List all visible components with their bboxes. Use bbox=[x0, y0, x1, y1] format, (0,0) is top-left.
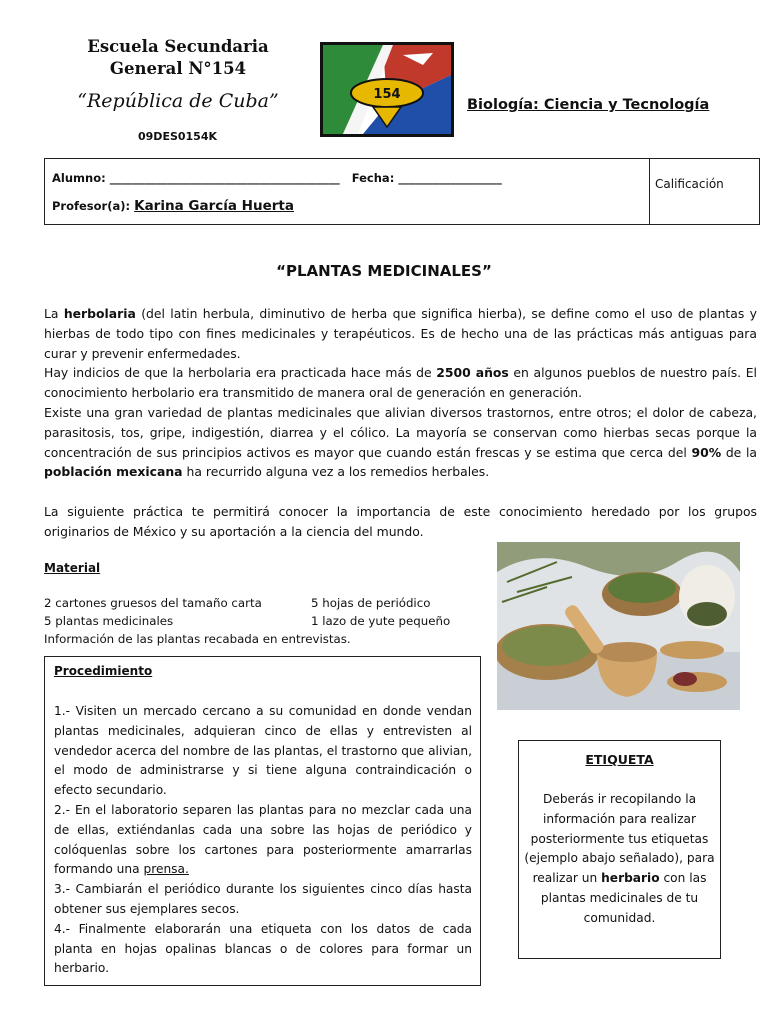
herbs-mortar-photo bbox=[497, 542, 740, 710]
material-item: 1 lazo de yute pequeño bbox=[311, 614, 451, 628]
procedure-step-1: 1.- Visiten un mercado cercano a su comunidad en donde vendan plantas medicinales, adquieran cinco de ellas y entrevisten al vendedor acerca del nombre de las plantas, el trastorno que alivian, el modo de administrarse y si tiene alguna contraindicación o efecto secundario. bbox=[54, 704, 472, 798]
material-item: 2 cartones gruesos del tamaño carta bbox=[44, 596, 262, 610]
procedure-step-2: 2.- En el laboratorio separen las plantas para no mezclar cada una de ellas, extiéndanlas cada una sobre las hojas de periódico y colóquenlas sobre los cartones para posteriormente amarrarlas formando una prensa. bbox=[54, 802, 472, 877]
school-crest-icon bbox=[320, 42, 454, 137]
material-item: 5 hojas de periódico bbox=[311, 596, 431, 610]
intro-paragraph-1: La herbolaria (del latin herbula, diminutivo de herba que significa hierba), se define como el uso de plantas y hierbas de todo tipo con fines medicinales y terapéuticos. Es de hecho una de las prácticas más antiguas para curar y prevenir enfermedades. bbox=[44, 306, 757, 361]
teacher-label: Profesor(a): bbox=[52, 199, 131, 213]
date-field[interactable]: __________________ bbox=[398, 171, 502, 185]
material-title: Material bbox=[44, 561, 101, 575]
material-footer: Información de las plantas recabada en entrevistas. bbox=[44, 632, 351, 646]
subject-title: Biología: Ciencia y Tecnología bbox=[467, 97, 710, 113]
page-title: “PLANTAS MEDICINALES” bbox=[276, 262, 492, 280]
teacher-name: Karina García Huerta bbox=[134, 198, 294, 214]
student-info-box bbox=[44, 158, 760, 225]
school-name-line1: Escuela Secundaria bbox=[87, 37, 269, 56]
info-divider bbox=[649, 158, 650, 225]
student-line bbox=[52, 171, 502, 185]
procedure-step-4: 4.- Finalmente elaborarán una etiqueta con los datos de cada planta en hojas opalinas blancas o de colores para formar un herbario. bbox=[54, 921, 472, 976]
intro-paragraph-4: La siguiente práctica te permitirá conocer la importancia de este conocimiento heredado por los grupos originarios de México y su aportación a la ciencia del mundo. bbox=[44, 504, 757, 539]
school-name bbox=[60, 36, 296, 80]
procedure-title: Procedimiento bbox=[54, 664, 153, 678]
label-text: Deberás ir recopilando la información para realizar posteriormente tus etiquetas (ejemplo abajo señalado), para realizar un herbario con las plantas medicinales de tu comunidad. bbox=[524, 792, 715, 925]
student-name-field[interactable]: ________________________________________ bbox=[109, 171, 340, 185]
crest-number: 154 bbox=[373, 87, 401, 102]
school-motto: “República de Cuba” bbox=[77, 90, 279, 112]
teacher-line bbox=[52, 198, 294, 214]
intro-paragraph-2: Hay indicios de que la herbolaria era practicada hace más de 2500 años en algunos pueblos de nuestro país. El conocimiento herbolario era transmitido de manera oral de generación en generación. bbox=[44, 365, 757, 401]
material-item: 5 plantas medicinales bbox=[44, 614, 174, 628]
school-name-line2: General N°154 bbox=[109, 59, 247, 78]
date-label: Fecha: bbox=[351, 171, 395, 185]
student-label: Alumno: bbox=[52, 171, 106, 185]
intro-paragraph-3: Existe una gran variedad de plantas medicinales que alivian diversos trastornos, entre otros; el dolor de cabeza, parasitosis, tos, gripe, indigestión, diarrea y el cólico. La mayoría se conservan como hierbas secas porque la concentración de sus principios activos es mayor que cuando están frescas y se estima que cerca del 90% de la población mexicana ha recurrido alguna vez a los remedios herbales. bbox=[44, 404, 757, 480]
label-title: ETIQUETA bbox=[585, 752, 654, 767]
procedure-steps bbox=[54, 702, 472, 979]
grade-label: Calificación bbox=[655, 177, 724, 191]
procedure-step-3: 3.- Cambiarán el periódico durante los siguientes cinco días hasta obtener sus ejemplares secos. bbox=[54, 882, 472, 916]
school-code: 09DES0154K bbox=[138, 130, 218, 143]
intro-text bbox=[44, 304, 757, 482]
